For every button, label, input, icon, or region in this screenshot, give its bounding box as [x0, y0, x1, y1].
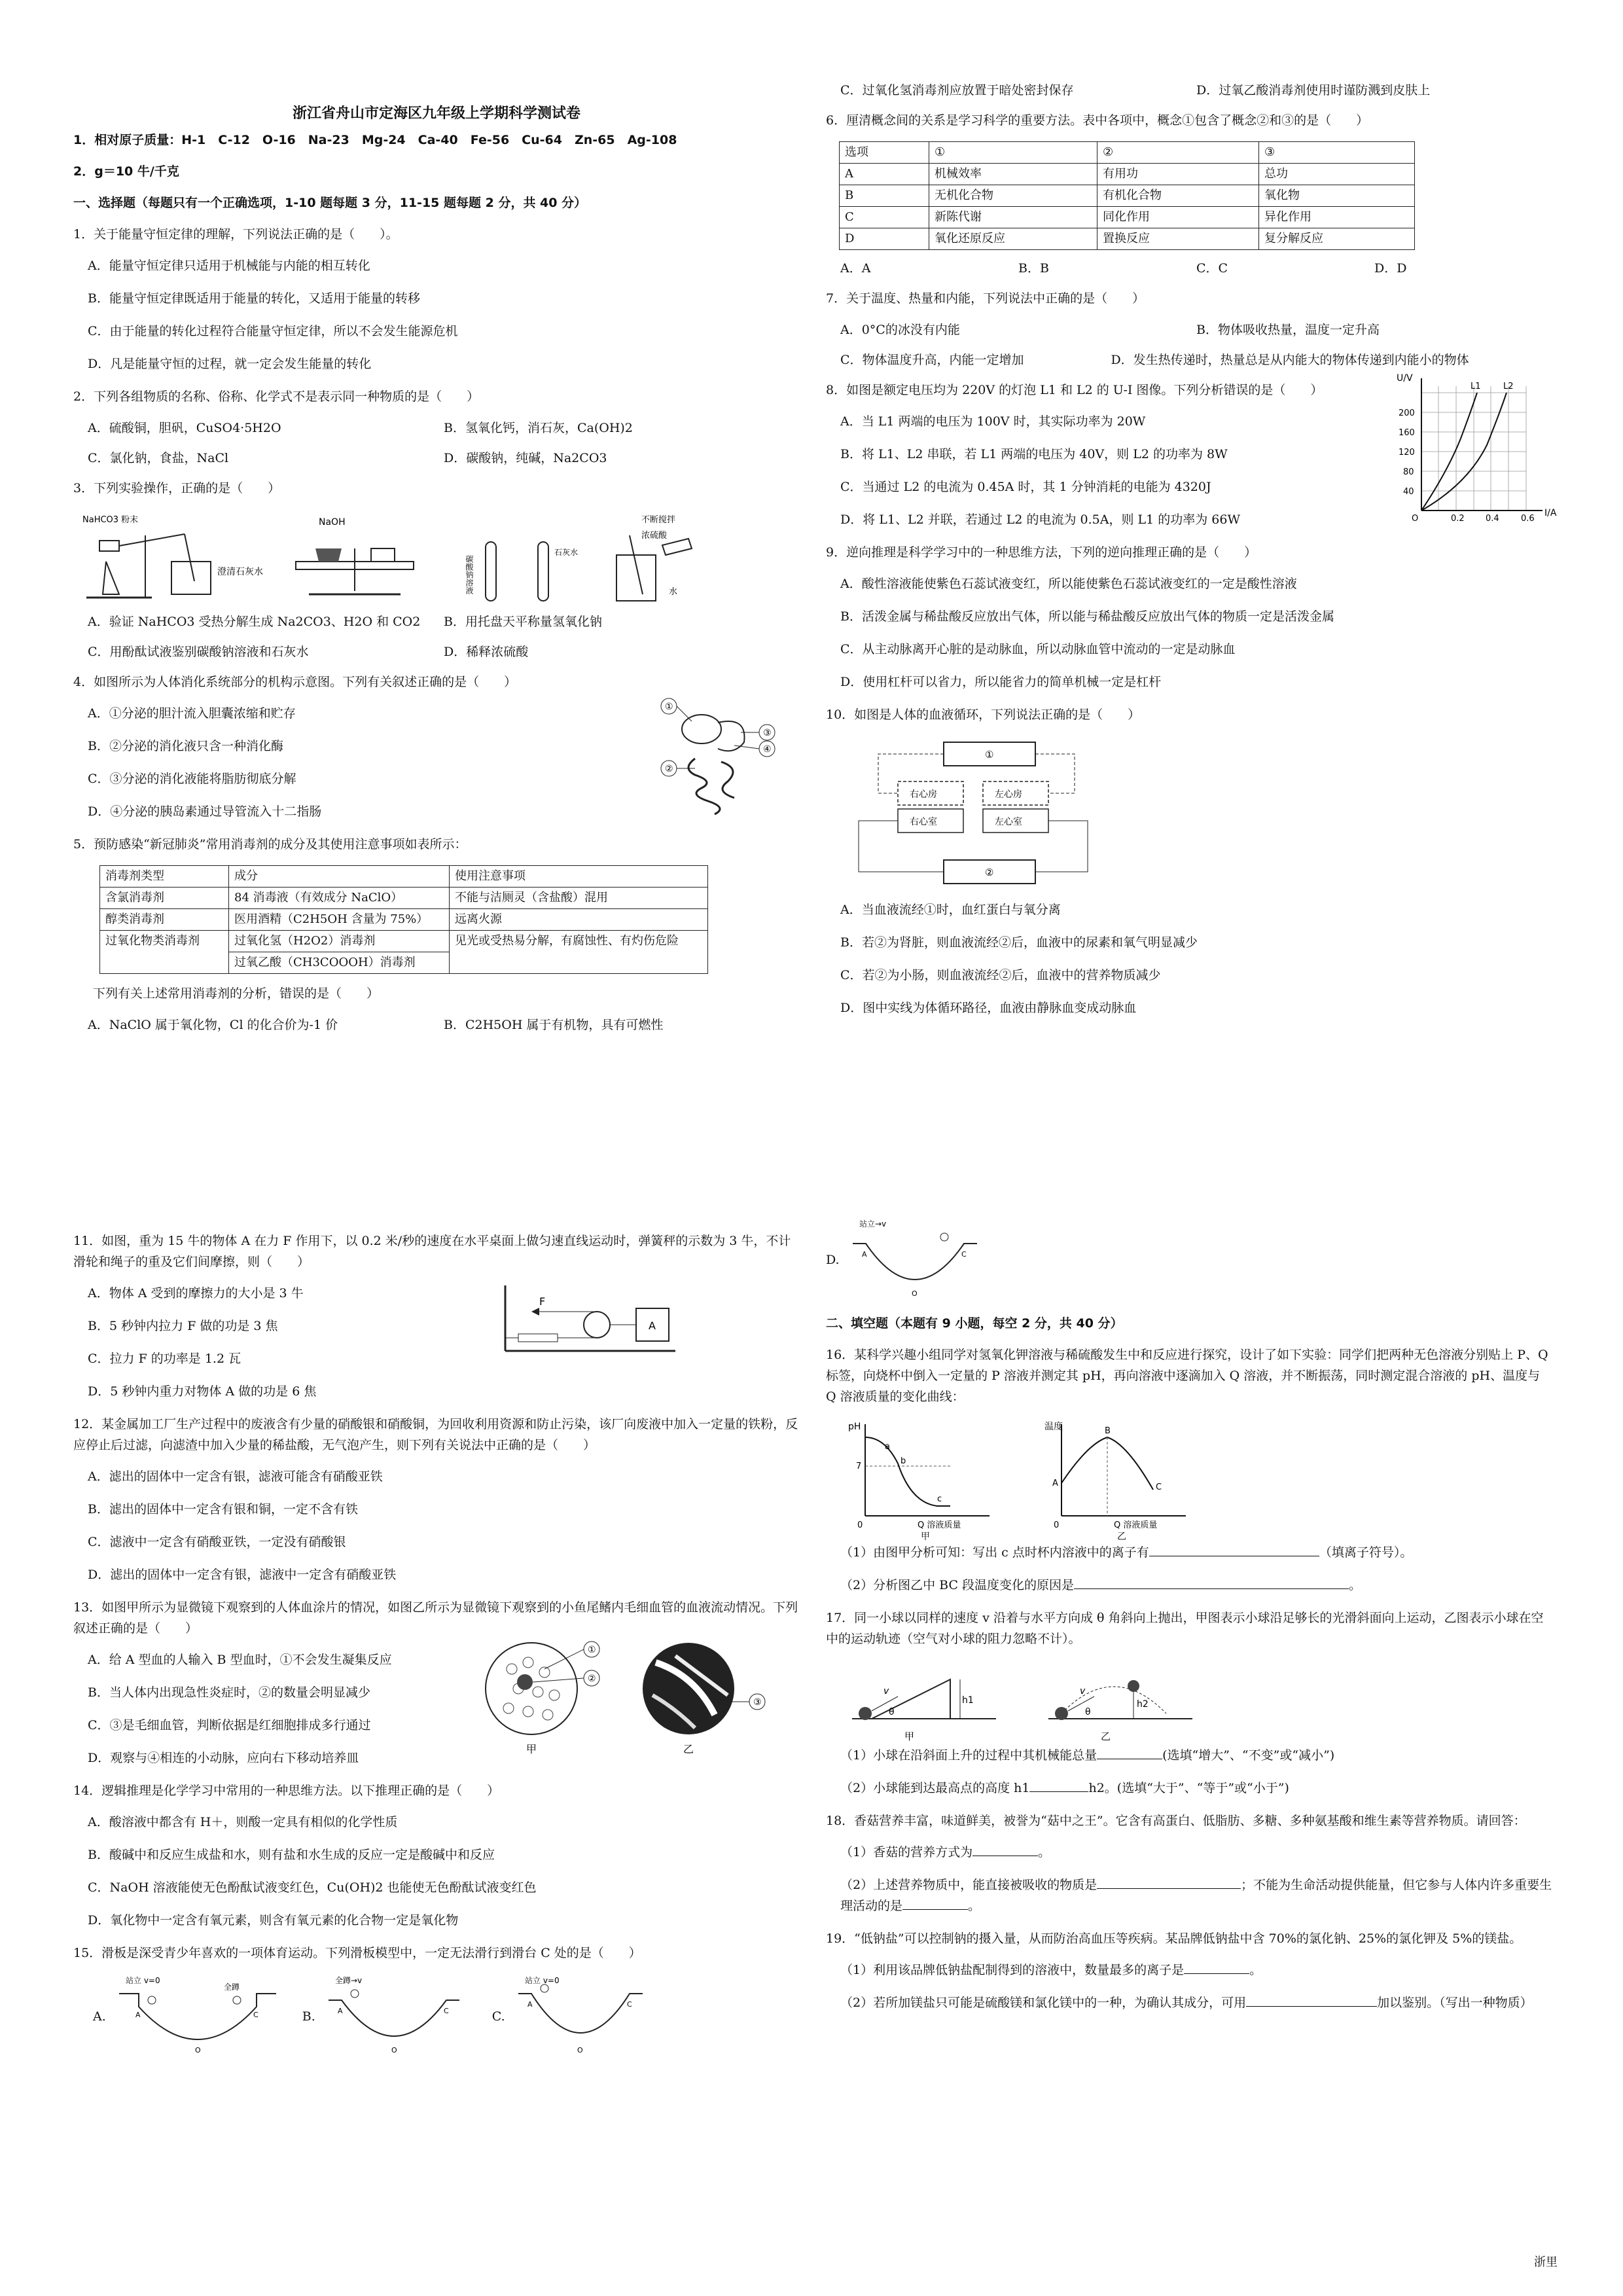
q8-option-c: C．当通过 L2 的电流为 0.45A 时，其 1 分钟消耗的电能为 4320J — [840, 480, 1211, 494]
q5-table — [99, 865, 708, 974]
q5-cell: 不能与洁厕灵（含盐酸）混用 — [450, 888, 708, 909]
q8-option-b: B．将 L1、L2 串联，若 L1 两端的电压为 40V，则 L2 的功率为 8W — [840, 447, 1228, 461]
q16-stem: 16．某科学兴趣小组同学对氢氧化钾溶液与稀硫酸发生中和反应进行探究，设计了如下实验：同学们把两种无色溶液分别贴上 P、Q 标签，向烧杯中倒入一定量的 P 溶液并测定其 pH，再向溶液中逐滴加入 Q 溶液，并不断振荡，同时测定混合溶液的 pH、温度与 Q 溶液质量的变化曲线： — [826, 1348, 1548, 1404]
q16-g2-ylabel: 温度 — [1044, 1422, 1063, 1432]
q7-row1 — [840, 319, 1552, 340]
q13-option-d: D．观察与④相连的小动脉，应向右下移动培养皿 — [88, 1751, 359, 1765]
q17-sub2 — [840, 1778, 1552, 1799]
q16-sub2 — [840, 1575, 1552, 1596]
q6-head: ① — [929, 142, 1097, 164]
q4-label: ① — [665, 702, 673, 712]
q8-block — [826, 373, 1557, 530]
q9-stem: 9．逆向推理是科学学习中的一种思维方法，下列的逆向推理正确的是（ ） — [826, 545, 1257, 560]
q10-option-a: A．当血液流经①时，血红蛋白与氧分离 — [840, 903, 1061, 917]
atomic-mass-line: 1．相对原子质量：H-1 C-12 O-16 Na-23 Mg-24 Ca-40 Fe-56 Cu-64 Zn-65 Ag-108 — [73, 133, 677, 147]
q19-sub2-text: （2）若所加镁盐只可能是硫酸镁和氯化镁中的一种，为确认其成分，可用 — [840, 1996, 1247, 2010]
q19-answer-2[interactable] — [1246, 1993, 1377, 2007]
q6-option-d: D．D — [1374, 261, 1407, 276]
q8-xtick: 0.6 — [1521, 514, 1535, 524]
q13-block — [73, 1645, 800, 1768]
q3-fig-label: NaHCO3 粉末 — [82, 515, 139, 525]
q11-option-d: D．5 秒钟内重力对物体 A 做的功是 6 焦 — [88, 1384, 317, 1399]
q17-sub2-tail: h2。(选填“大于”、“等于”或“小于”) — [1088, 1781, 1289, 1795]
q3-fig-label: 石灰水 — [554, 548, 579, 557]
q4-label: ④ — [763, 744, 772, 755]
q5-option-c: C．过氧化氢消毒剂应放置于暗处密封保存 — [840, 83, 1074, 98]
q3-fig-label: 不断搅拌 — [641, 515, 676, 525]
q17-answer-1[interactable] — [1097, 1746, 1162, 1759]
q6-stem: 6．厘清概念间的关系是学习科学的重要方法。表中各项中，概念①包含了概念②和③的是（ ） — [826, 113, 1369, 128]
q13-label: ① — [588, 1645, 596, 1655]
q15-option-d — [826, 1217, 1552, 1302]
q16-g2-pt: C — [1156, 1482, 1162, 1492]
q13-option-a: A．给 A 型血的人输入 B 型血时，①不会发生凝集反应 — [88, 1653, 392, 1667]
q6-cell: 复分解反应 — [1259, 228, 1415, 250]
q8-curve-label: L1 — [1471, 382, 1481, 391]
q10-label: ① — [985, 749, 994, 761]
q5-cell: 醇类消毒剂 — [100, 909, 229, 931]
q18-sub1-text: （1）香菇的营养方式为 — [840, 1845, 973, 1859]
q6-table — [839, 141, 1415, 250]
q8-option-d: D．将 L1、L2 并联，若通过 L2 的电流为 0.5A，则 L1 的功率为 66W — [840, 512, 1241, 527]
q15-options — [93, 1974, 800, 2059]
q18-sub1-tail: 。 — [1038, 1845, 1051, 1859]
q17-label: v — [1080, 1686, 1086, 1696]
q5-option-a: A．NaClO 属于氧化物，Cl 的化合价为-1 价 — [88, 1018, 338, 1032]
q17-label: h2 — [1137, 1699, 1149, 1710]
q4-label: ③ — [763, 728, 772, 738]
q4-option-c: C．③分泌的消化液能将脂肪彻底分解 — [88, 772, 296, 786]
q13-label: ③ — [753, 1697, 762, 1708]
q6-cell: D — [840, 228, 929, 250]
q6-cell: 氧化物 — [1259, 185, 1415, 207]
q14-option-c: C．NaOH 溶液能使无色酚酞试液变红色，Cu(OH)2 也能使无色酚酞试液变红色 — [88, 1880, 537, 1895]
q10-option-d: D．图中实线为体循环路径，血液由静脉血变成动脉血 — [840, 1001, 1137, 1015]
q2-row1 — [88, 418, 800, 439]
q5-option-b: B．C2H5OH 属于有机物，具有可燃性 — [444, 1018, 664, 1032]
q19-stem: 19．“低钠盐”可以控制钠的摄入量，从而防治高血压等疾病。某品牌低钠盐中含 70%的氯化钠、25%的氯化钾及 5%的镁盐。 — [826, 1931, 1522, 1946]
q6-option-b: B．B — [1018, 261, 1049, 276]
q3-fig-label: 浓硫酸 — [641, 531, 668, 541]
q6-head: ② — [1097, 142, 1259, 164]
q18-sub2-text: （2）上述营养物质中，能直接被吸收的物质是 — [840, 1878, 1097, 1892]
q11-pulley-figure — [492, 1279, 688, 1364]
q6-cell: C — [840, 207, 929, 228]
q16-g1-origin: 0 — [857, 1520, 863, 1530]
q16-g1-pt: b — [901, 1456, 906, 1466]
q3-fig-label: 碳酸钠溶液 — [465, 555, 474, 594]
q15-option-d-label: D. — [826, 1253, 840, 1267]
q6-option-c: C．C — [1196, 261, 1228, 276]
q1-option-d: D．凡是能量守恒的过程，就一定会发生能量的转化 — [88, 357, 372, 371]
q10-label: 右心房 — [910, 789, 937, 800]
q12-option-b: B．滤出的固体中一定含有银和铜，一定不含有铁 — [88, 1502, 358, 1516]
q16-sub1-text: （1）由图甲分析可知：写出 c 点时杯内溶液中的离子有 — [840, 1545, 1149, 1560]
q13-label: 乙 — [683, 1743, 694, 1755]
q10-label: 右心室 — [910, 817, 937, 827]
q5-row2 — [840, 80, 1552, 101]
q7-stem: 7．关于温度、热量和内能，下列说法中正确的是（ ） — [826, 291, 1145, 306]
g-constant-line: 2．g＝10 牛/千克 — [73, 164, 179, 179]
right-column-top — [826, 80, 1557, 1030]
q18-sub1 — [840, 1842, 1552, 1863]
q10-label: 左心室 — [995, 817, 1022, 827]
q17-sub1 — [840, 1745, 1552, 1766]
q16-sub1-tail: （填离子符号）。 — [1319, 1545, 1413, 1560]
q17-projectile-figure — [1042, 1660, 1205, 1745]
q13-option-c: C．③是毛细血管，判断依据是红细胞排成多行通过 — [88, 1718, 371, 1732]
q19-sub2-tail: 加以鉴别。（写出一种物质） — [1377, 1996, 1533, 2010]
q15-fig-label: 全蹲 — [223, 1982, 240, 1992]
q10-option-b: B．若②为肾脏，则血液流经②后，血液中的尿素和氧气明显减少 — [840, 935, 1198, 950]
q16-sub2-tail: 。 — [1349, 1578, 1362, 1592]
q6-option-a: A．A — [840, 261, 871, 276]
q5-cell: 见光或受热易分解，有腐蚀性、有灼伤危险 — [450, 931, 708, 974]
q19-sub1-tail: 。 — [1249, 1963, 1262, 1977]
q17-label: θ — [889, 1707, 895, 1717]
q9-option-d: D．使用杠杆可以省力，所以能省力的简单机械一定是杠杆 — [840, 675, 1162, 689]
q8-xtick: 0.2 — [1451, 514, 1465, 524]
q17-label: h1 — [962, 1695, 974, 1706]
q15-ramp-c-figure — [505, 1974, 656, 2059]
q16-answer-1[interactable] — [1149, 1543, 1319, 1556]
q10-label: ② — [985, 867, 994, 878]
left-column-bottom — [73, 1230, 800, 2059]
q3-row2 — [88, 641, 800, 662]
q4-option-b: B．②分泌的消化液只含一种消化酶 — [88, 739, 283, 753]
q13-microscope-figure — [479, 1636, 780, 1767]
q7-option-a: A．0°C的冰没有内能 — [840, 323, 960, 337]
q19-sub2 — [840, 1992, 1552, 2013]
q10-circulation-figure — [852, 736, 1114, 893]
q4-option-a: A．①分泌的胆汁流入胆囊浓缩和贮存 — [88, 706, 296, 721]
q5-cell: 过氧化物类消毒剂 — [100, 931, 229, 974]
q15-ramp-a-figure — [106, 1974, 283, 2059]
q17-label: v — [883, 1686, 889, 1696]
q16-g1-pt: a — [885, 1442, 890, 1452]
q3-fig-label: 澄清石灰水 — [217, 567, 263, 577]
q15-ramp-d-figure — [840, 1217, 990, 1302]
q14-option-b: B．酸碱中和反应生成盐和水，则有盐和水生成的反应一定是酸碱中和反应 — [88, 1848, 495, 1862]
q6-cell: 同化作用 — [1097, 207, 1259, 228]
q6-cell: 机械效率 — [929, 164, 1097, 185]
q3-option-d: D．稀释浓硫酸 — [444, 645, 529, 659]
q12-option-a: A．滤出的固体中一定含有银，滤液可能含有硝酸亚铁 — [88, 1469, 383, 1484]
q17-stem: 17．同一小球以同样的速度 v 沿着与水平方向成 θ 角斜向上抛出，甲图表示小球沿足够长的光滑斜面向上运动，乙图表示小球在空中的运动轨迹（空气对小球的阻力忽略不计）。 — [826, 1611, 1544, 1646]
q18-answer-3[interactable] — [902, 1896, 968, 1910]
q16-g1-tick: 7 — [856, 1462, 862, 1471]
q6-cell: 异化作用 — [1259, 207, 1415, 228]
q15-option-b-label: B. — [302, 2009, 315, 2024]
section-1-heading: 一、选择题（每题只有一个正确选项，1-10 题每题 3 分，11-15 题每题 2 分，共 40 分） — [73, 196, 587, 210]
q2-option-a: A．硫酸铜，胆矾，CuSO4·5H2O — [88, 421, 281, 435]
q15-fig-label: 全蹲→v — [334, 1976, 362, 1985]
q4-label: ② — [665, 764, 673, 774]
q4-digestive-figure — [656, 696, 787, 827]
q15-fig-label: 站立 v=0 — [524, 1976, 560, 1985]
q15-pt: A — [135, 2011, 141, 2019]
q9-option-c: C．从主动脉离开心脏的是动脉血，所以动脉血管中流动的一定是动脉血 — [840, 642, 1236, 656]
q6-cell: 新陈代谢 — [929, 207, 1097, 228]
q1-option-a: A．能量守恒定律只适用于机械能与内能的相互转化 — [88, 259, 370, 273]
q15-pt: A — [861, 1250, 867, 1259]
q7-option-b: B．物体吸收热量，温度一定升高 — [1196, 323, 1380, 337]
q10-option-c: C．若②为小肠，则血液流经②后，血液中的营养物质减少 — [840, 968, 1161, 982]
q4-block — [73, 703, 800, 822]
q18-sub2-mid: ；不能为生命活动提供能量，但它参与人体内许多重要生理活动的是 — [840, 1878, 1552, 1913]
q5-row1 — [88, 1014, 800, 1035]
q17-sub1-tail: (选填“增大”、“不变”或“减小”) — [1162, 1748, 1335, 1763]
q15-option-a-label: A. — [93, 2009, 106, 2024]
q8-ytick: 200 — [1399, 408, 1415, 418]
q16-g2-origin: 0 — [1054, 1520, 1060, 1530]
q16-g2-name: 乙 — [1117, 1532, 1126, 1542]
q15-option-c-label: C. — [491, 2009, 505, 2024]
q12-option-c: C．滤液中一定含有硝酸亚铁，一定没有硝酸银 — [88, 1535, 346, 1549]
q8-stem: 8．如图是额定电压均为 220V 的灯泡 L1 和 L2 的 U-I 图像。下列分析错误的是（ ） — [826, 383, 1323, 397]
q8-ui-graph — [1395, 373, 1565, 524]
page-footer: 浙里 — [1534, 2255, 1558, 2269]
q14-stem: 14．逻辑推理是化学学习中常用的一种思维方法。以下推理正确的是（ ） — [73, 1784, 500, 1798]
q5-cell: 过氧乙酸（CH3COOOH）消毒剂 — [229, 952, 450, 974]
q4-stem: 4．如图所示为人体消化系统部分的机构示意图。下列有关叙述正确的是（ ） — [73, 675, 517, 689]
right-column-bottom — [826, 1217, 1552, 2025]
q16-g2-pt: A — [1052, 1479, 1058, 1488]
q5-cell: 84 消毒液（有效成分 NaClO） — [229, 888, 450, 909]
q11-option-b: B．5 秒钟内拉力 F 做的功是 3 焦 — [88, 1319, 278, 1333]
q6-cell: B — [840, 185, 929, 207]
q5-head: 成分 — [229, 866, 450, 888]
q11-stem: 11．如图，重为 15 牛的物体 A 在力 F 作用下，以 0.2 米/秒的速度在水平桌面上做匀速直线运动时，弹簧秤的示数为 3 牛，不计滑轮和绳子的重及它们间摩擦，则（ ） — [73, 1234, 791, 1269]
q6-cell: 有用功 — [1097, 164, 1259, 185]
q7-option-c: C．物体温度升高，内能一定增加 — [840, 353, 1024, 367]
page-title: 浙江省舟山市定海区九年级上学期科学测试卷 — [292, 105, 580, 122]
q17-answer-2[interactable] — [1029, 1778, 1088, 1792]
q5-head: 使用注意事项 — [450, 866, 708, 888]
q15-pt: A — [337, 2007, 343, 2015]
q6-cell: 无机化合物 — [929, 185, 1097, 207]
q13-label: 甲 — [526, 1743, 537, 1755]
q15-pt: C — [253, 2011, 259, 2019]
q8-xtick: 0.4 — [1486, 514, 1499, 524]
q3-option-b: B．用托盘天平称量氢氧化钠 — [444, 615, 602, 629]
q8-ytick: 80 — [1403, 467, 1414, 477]
q18-stem: 18．香菇营养丰富，味道鲜美，被誉为“菇中之王”。它含有高蛋白、低脂肪、多糖、多种氨基酸和维生素等营养物质。请回答： — [826, 1814, 1526, 1828]
q5-option-d: D．过氧乙酸消毒剂使用时谨防溅到皮肤上 — [1196, 83, 1431, 98]
q19-answer-1[interactable] — [1184, 1960, 1249, 1974]
q15-fig-label: 站立→v — [859, 1219, 886, 1229]
q15-pt: C — [626, 2000, 632, 2009]
q17-label: 甲 — [904, 1731, 915, 1742]
q15-ramp-b-figure — [315, 1974, 473, 2059]
q11-label-f: F — [539, 1295, 546, 1308]
q15-pt: O — [194, 2046, 201, 2054]
q3-row1 — [88, 611, 800, 632]
q5-cell: 远离火源 — [450, 909, 708, 931]
q18-sub2 — [840, 1874, 1552, 1916]
q18-answer-1[interactable] — [972, 1842, 1038, 1856]
q16-temp-graph — [1042, 1418, 1199, 1542]
q10-label: 左心房 — [995, 789, 1022, 800]
q4-option-d: D．④分泌的胰岛素通过导管流入十二指肠 — [88, 804, 322, 819]
q2-row2 — [88, 448, 800, 469]
q9-option-b: B．活泼金属与稀盐酸反应放出气体，所以能与稀盐酸反应放出气体的物质一定是活泼金属 — [840, 609, 1334, 624]
q5-stem: 5．预防感染“新冠肺炎”常用消毒剂的成分及其使用注意事项如表所示： — [73, 837, 467, 852]
q17-incline-figure — [846, 1660, 1009, 1745]
q8-ylabel: U/V — [1397, 373, 1413, 384]
q6-cell: A — [840, 164, 929, 185]
q15-stem: 15．滑板是深受青少年喜欢的一项体育运动。下列滑板模型中，一定无法滑行到滑台 C 处的是（ ） — [73, 1946, 641, 1960]
q3-fig-label: 水 — [669, 587, 678, 597]
q14-option-a: A．酸溶液中都含有 H＋，则酸一定具有相似的化学性质 — [88, 1815, 398, 1829]
q13-option-b: B．当人体内出现急性炎症时，②的数量会明显减少 — [88, 1685, 370, 1700]
q7-option-d: D．发生热传递时，热量总是从内能大的物体传递到内能小的物体 — [1111, 353, 1469, 367]
q16-sub2-text: （2）分析图乙中 BC 段温度变化的原因是 — [840, 1578, 1075, 1592]
q15-pt: A — [527, 2000, 533, 2009]
q7-row2 — [840, 350, 1552, 370]
q8-xlabel: I/A — [1544, 508, 1557, 518]
q15-pt: C — [961, 1250, 967, 1259]
q13-stem: 13．如图甲所示为显微镜下观察到的人体血涂片的情况，如图乙所示为显微镜下观察到的小鱼尾鳍内毛细血管的血液流动情况。下列叙述正确的是（ ） — [73, 1600, 798, 1636]
q16-ph-graph — [846, 1418, 1003, 1542]
q3-option-a: A．验证 NaHCO3 受热分解生成 Na2CO3、H2O 和 CO2 — [88, 615, 421, 629]
q6-cell: 有机化合物 — [1097, 185, 1259, 207]
q16-g1-pt: c — [937, 1494, 942, 1504]
q19-sub1-text: （1）利用该品牌低钠盐配制得到的溶液中，数量最多的离子是 — [840, 1963, 1185, 1977]
q16-g2-pt: B — [1105, 1426, 1111, 1436]
q13-label: ② — [588, 1674, 596, 1684]
q2-stem: 2．下列各组物质的名称、俗称、化学式不是表示同一种物质的是（ ） — [73, 389, 480, 404]
q16-figures — [846, 1418, 1552, 1542]
q1-option-c: C．由于能量的转化过程符合能量守恒定律，所以不会发生能源危机 — [88, 324, 458, 338]
q2-option-b: B．氢氧化钙，消石灰，Ca(OH)2 — [444, 421, 633, 435]
q18-answer-2[interactable] — [1097, 1875, 1241, 1889]
q8-option-a: A．当 L1 两端的电压为 100V 时，其实际功率为 20W — [840, 414, 1146, 429]
q16-g2-xlabel: Q 溶液质量 — [1114, 1520, 1158, 1530]
q11-option-a: A．物体 A 受到的摩擦力的大小是 3 牛 — [88, 1286, 304, 1300]
q5-cell: 含氯消毒剂 — [100, 888, 229, 909]
q3-fig-label: NaOH — [319, 517, 346, 528]
q17-label: 乙 — [1101, 1731, 1111, 1742]
q6-cell: 总功 — [1259, 164, 1415, 185]
q15-option-a — [93, 1974, 283, 2059]
q6-cell: 氧化还原反应 — [929, 228, 1097, 250]
q15-pt: O — [391, 2046, 397, 2054]
q18-sub2-tail: 。 — [968, 1899, 981, 1913]
q15-option-b — [302, 1974, 473, 2059]
q5-head: 消毒剂类型 — [100, 866, 229, 888]
q5-after: 下列有关上述常用消毒剂的分析，错误的是（ ） — [93, 986, 380, 1001]
q8-ytick: 160 — [1399, 428, 1415, 438]
q16-g1-ylabel: pH — [848, 1422, 861, 1432]
q11-label-a: A — [649, 1319, 656, 1332]
q17-label: θ — [1085, 1707, 1091, 1717]
q6-head: 选项 — [840, 142, 929, 164]
q3-stem: 3．下列实验操作，正确的是（ ） — [73, 481, 281, 495]
q15-option-c — [492, 1974, 656, 2059]
q1-option-b: B．能量守恒定律既适用于能量的转化，又适用于能量的转移 — [88, 291, 420, 306]
q5-cell: 医用酒精（C2H5OH 含量为 75%） — [229, 909, 450, 931]
q14-option-d: D．氧化物中一定含有氧元素，则含有氧元素的化合物一定是氧化物 — [88, 1913, 459, 1928]
q15-fig-label: 站立 v=0 — [125, 1976, 160, 1985]
q16-g1-name: 甲 — [921, 1532, 930, 1542]
q12-option-d: D．滤出的固体中一定含有银，滤液中一定含有硝酸亚铁 — [88, 1568, 397, 1582]
q16-sub1 — [840, 1542, 1552, 1563]
q16-g1-xlabel: Q 溶液质量 — [918, 1520, 961, 1530]
q17-sub1-text: （1）小球在沿斜面上升的过程中其机械能总量 — [840, 1748, 1097, 1763]
q11-block — [73, 1283, 800, 1402]
q17-figures — [846, 1660, 1552, 1745]
q8-ytick: 40 — [1403, 487, 1414, 497]
q8-ytick: 120 — [1399, 448, 1415, 457]
q8-origin: O — [1412, 514, 1419, 524]
q19-sub1 — [840, 1960, 1552, 1981]
q6-head: ③ — [1259, 142, 1415, 164]
q3-option-c: C．用酚酞试液鉴别碳酸钠溶液和石灰水 — [88, 645, 309, 659]
q2-option-d: D．碳酸钠，纯碱，Na2CO3 — [444, 451, 607, 465]
q15-pt: O — [577, 2046, 583, 2054]
q2-option-c: C．氯化钠，食盐，NaCl — [88, 451, 229, 465]
q3-apparatus-figure — [80, 509, 734, 607]
q11-option-c: C．拉力 F 的功率是 1.2 瓦 — [88, 1352, 241, 1366]
q8-curve-label: L2 — [1503, 382, 1514, 391]
q6-cell: 置换反应 — [1097, 228, 1259, 250]
q6-options — [840, 258, 1552, 279]
q5-cell: 过氧化氢（H2O2）消毒剂 — [229, 931, 450, 952]
q1-stem: 1．关于能量守恒定律的理解，下列说法正确的是（ ）。 — [73, 227, 399, 242]
left-column-top — [73, 98, 800, 1045]
q15-pt: O — [911, 1289, 918, 1298]
q15-pt: C — [443, 2007, 449, 2015]
q9-option-a: A．酸性溶液能使紫色石蕊试液变红，所以能使紫色石蕊试液变红的一定是酸性溶液 — [840, 577, 1297, 591]
q10-stem: 10．如图是人体的血液循环，下列说法正确的是（ ） — [826, 708, 1141, 722]
q16-answer-2[interactable] — [1074, 1575, 1349, 1589]
q12-stem: 12．某金属加工厂生产过程中的废液含有少量的硝酸银和硝酸铜，为回收利用资源和防止污染，该厂向废液中加入一定量的铁粉，反应停止后过滤，向滤渣中加入少量的稀盐酸，无气泡产生，则下列有关说法中正确的是（ ） — [73, 1417, 798, 1452]
section-2-heading: 二、填空题（本题有 9 小题，每空 2 分，共 40 分） — [826, 1316, 1123, 1331]
q17-sub2-text: （2）小球能到达最高点的高度 h1 — [840, 1781, 1030, 1795]
